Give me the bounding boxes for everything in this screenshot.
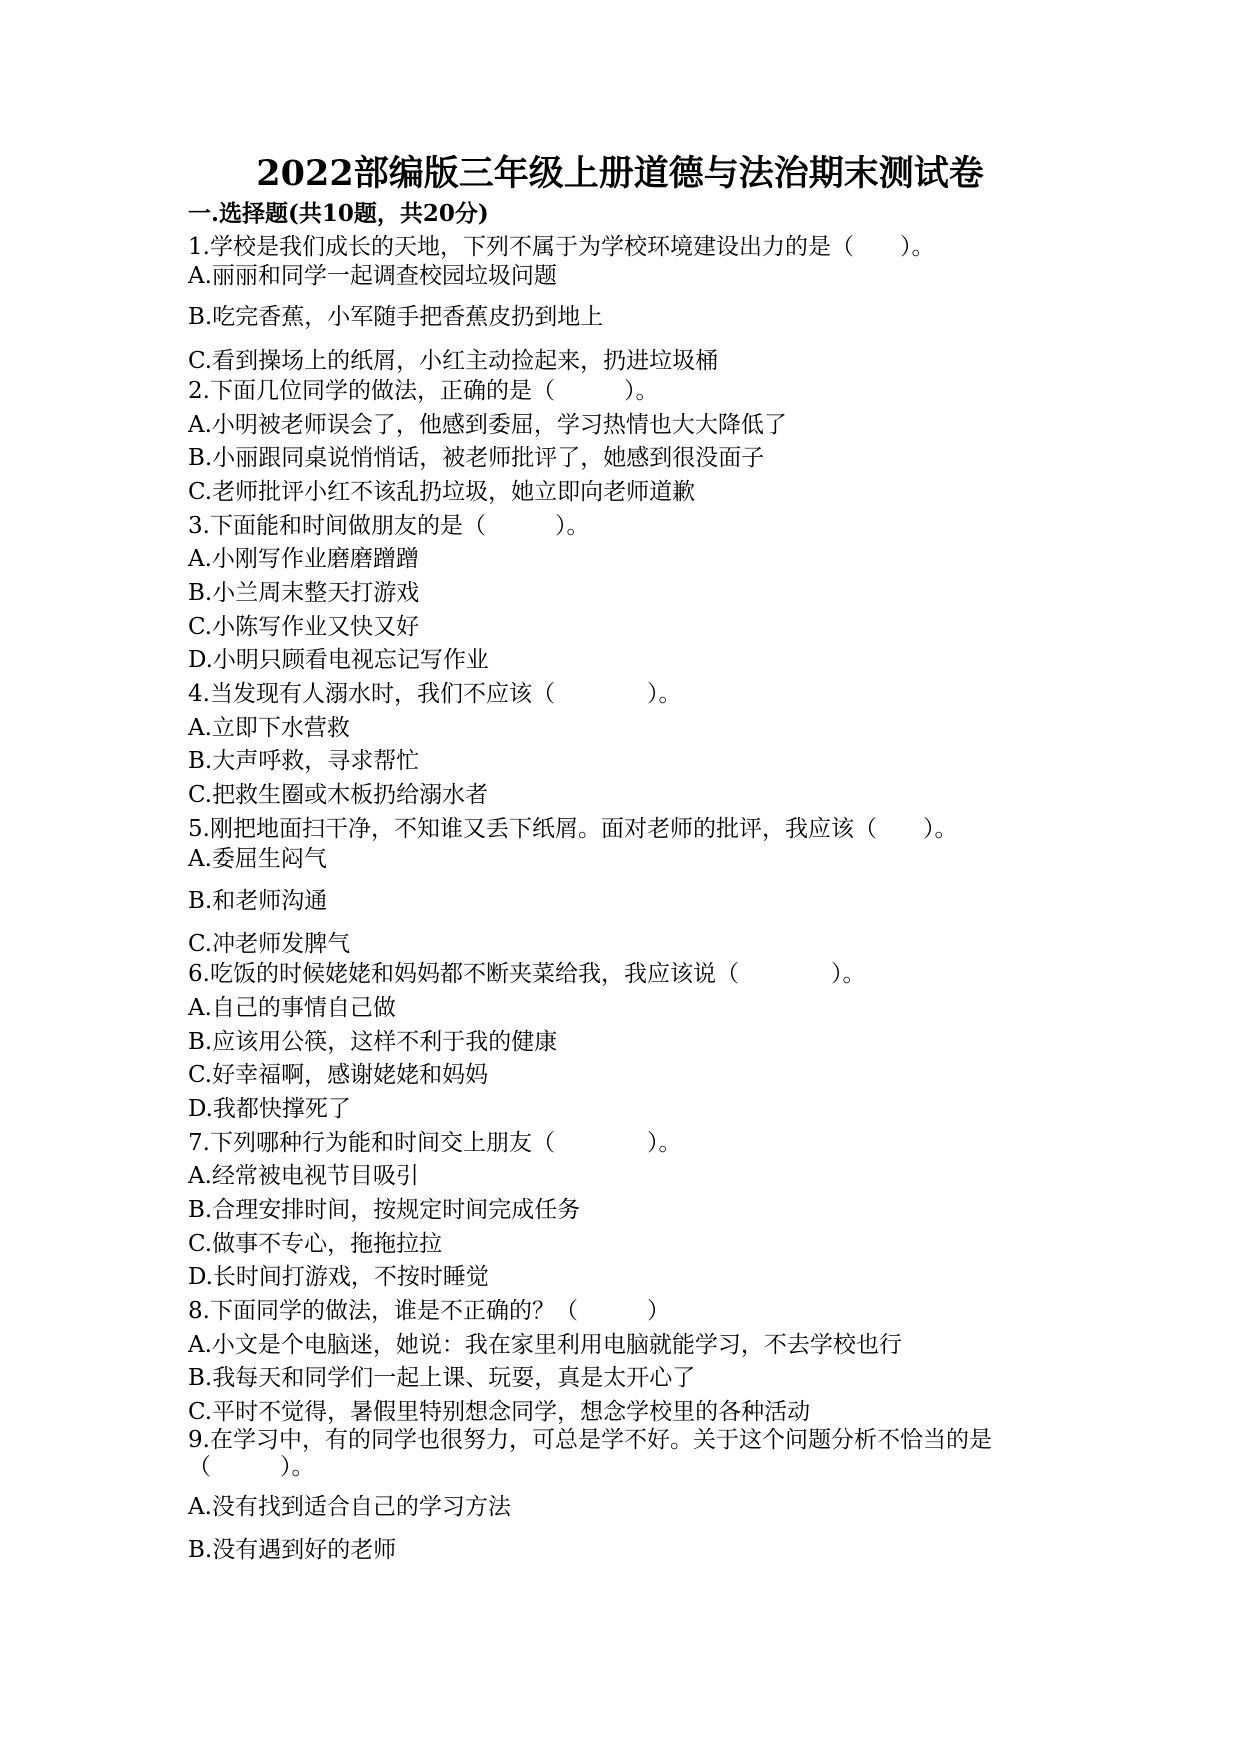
question-2-option-c: C.老师批评小红不该乱扔垃圾，她立即向老师道歉 — [188, 479, 696, 505]
page-title: 2022部编版三年级上册道德与法治期末测试卷 — [256, 153, 984, 194]
question-3-option-c: C.小陈写作业又快又好 — [188, 614, 420, 640]
question-9-option-b: B.没有遇到好的老师 — [188, 1537, 397, 1563]
question-6-option-a: A.自己的事情自己做 — [188, 995, 396, 1021]
question-3-option-a: A.小刚写作业磨磨蹭蹭 — [188, 546, 419, 572]
question-1-option-b: B.吃完香蕉，小军随手把香蕉皮扔到地上 — [188, 304, 604, 330]
question-4: 4.当发现有人溺水时，我们不应该（ ）。 — [188, 681, 682, 707]
question-9: 9.在学习中，有的同学也很努力，可总是学不好。关于这个问题分析不恰当的是（ ）。 — [188, 1427, 992, 1480]
question-5-option-b: B.和老师沟通 — [188, 888, 328, 914]
question-6-option-b: B.应该用公筷，这样不利于我的健康 — [188, 1029, 558, 1055]
question-2: 2.下面几位同学的做法，正确的是（ ）。 — [188, 378, 659, 404]
question-5-option-a: A.委屈生闷气 — [188, 846, 327, 872]
question-4-option-a: A.立即下水营救 — [188, 715, 350, 741]
question-4-option-b: B.大声呼救，寻求帮忙 — [188, 748, 420, 774]
question-1-option-a: A.丽丽和同学一起调查校园垃圾问题 — [188, 263, 557, 289]
question-6-option-d: D.我都快撑死了 — [188, 1096, 351, 1122]
question-4-option-c: C.把救生圈或木板扔给溺水者 — [188, 782, 489, 808]
question-6-option-c: C.好幸福啊，感谢姥姥和妈妈 — [188, 1062, 489, 1088]
question-7-option-b: B.合理安排时间，按规定时间完成任务 — [188, 1197, 581, 1223]
question-2-option-b: B.小丽跟同桌说悄悄话，被老师批评了，她感到很没面子 — [188, 445, 765, 471]
question-6: 6.吃饭的时候姥姥和妈妈都不断夹菜给我，我应该说（ ）。 — [188, 961, 866, 987]
question-3: 3.下面能和时间做朋友的是（ ）。 — [188, 513, 590, 539]
question-7-option-d: D.长时间打游戏，不按时睡觉 — [188, 1264, 489, 1290]
section-heading: 一.选择题(共10题，共20分) — [188, 200, 489, 227]
question-3-option-d: D.小明只顾看电视忘记写作业 — [188, 647, 489, 673]
question-8-option-a: A.小文是个电脑迷，她说：我在家里利用电脑就能学习，不去学校也行 — [188, 1332, 902, 1358]
question-5: 5.刚把地面扫干净，不知谁又丢下纸屑。面对老师的批评，我应该（ ）。 — [188, 816, 958, 842]
question-3-option-b: B.小兰周末整天打游戏 — [188, 580, 420, 606]
question-1: 1.学校是我们成长的天地，下列不属于为学校环境建设出力的是（ ）。 — [188, 234, 935, 260]
question-7: 7.下列哪种行为能和时间交上朋友（ ）。 — [188, 1130, 682, 1156]
question-8-option-c: C.平时不觉得，暑假里特别想念同学，想念学校里的各种活动 — [188, 1399, 811, 1425]
question-5-option-c: C.冲老师发脾气 — [188, 931, 351, 957]
question-7-option-a: A.经常被电视节目吸引 — [188, 1163, 419, 1189]
question-8: 8.下面同学的做法，谁是不正确的？（ ） — [188, 1298, 670, 1324]
question-1-option-c: C.看到操场上的纸屑，小红主动捡起来，扔进垃圾桶 — [188, 348, 719, 374]
question-7-option-c: C.做事不专心，拖拖拉拉 — [188, 1231, 443, 1257]
question-9-option-a: A.没有找到适合自己的学习方法 — [188, 1494, 511, 1520]
question-2-option-a: A.小明被老师误会了，他感到委屈，学习热情也大大降低了 — [188, 412, 787, 438]
question-8-option-b: B.我每天和同学们一起上课、玩耍，真是太开心了 — [188, 1365, 696, 1391]
